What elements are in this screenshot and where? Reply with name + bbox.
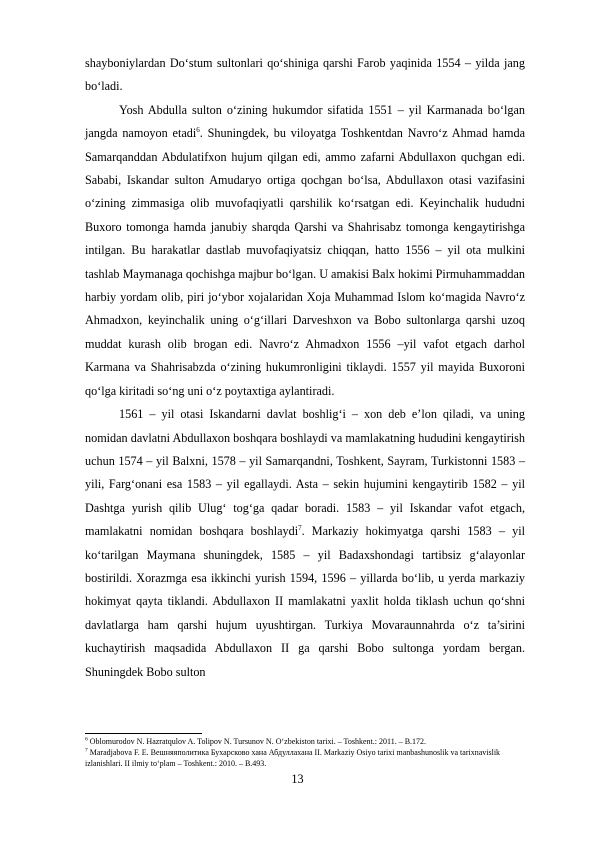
paragraph-3-text-start: 1561 – yil otasi Iskandarni davlat boshlig‘i – xon deb e’lon qiladi, va uning nomidan davlatni Abdullaxon boshqara boshlaydi va mamlakatning hududini kengaytirish uchun 1574 – yil Balxni, 1578 – yil Samarqandni, Toshkent, Sayram, Turkistonni 1583 – yili, Farg‘onani esa 1583 – yil egallaydi. Asta – sekin hujumini kengaytirib 1582 – yil Dashtga yurish qilib Ulug‘ tog‘ga qadar boradi. 1583 – yil Iskandar vafot etgach, mamlakatni nomidan boshqara boshlaydi: [85, 407, 525, 539]
paragraph-3: [85, 403, 525, 684]
footnote-6-number: 6: [85, 736, 88, 743]
footnote-divider: [85, 733, 202, 734]
footnote-6-text: Oblomurodov N. Hazratqulov A. Tolipov N. Tursunov N. O‘zbekiston tarixi. – Toshkent.: 2011. – B.172.: [89, 737, 427, 746]
page-body: [85, 52, 525, 684]
paragraph-2-text-start: Yosh Abdulla sulton o‘zining hukumdor sifatida 1551 – yil Karmanada bo‘lgan jangda namoyon etadi: [85, 102, 525, 141]
footnote-7: [85, 747, 525, 769]
footnote-6: [85, 736, 525, 747]
footnote-7-number: 7: [85, 747, 88, 754]
paragraph-1: [85, 52, 525, 99]
footnote-7-text: Maradjabova F. E. Вешняяполитика Бухарсково хана Абдуллахана II. Markaziy Osiyo tarixi manbashunoslik va tarixnavislik izlanishlari. II ilmiy to‘plam – Toshkent.: 2010. – B.493.: [85, 748, 501, 768]
paragraph-1-text: shayboniylardan Do‘stum sultonlari qo‘shiniga qarshi Farob yaqinida 1554 – yilda jang bo‘ladi.: [85, 56, 525, 94]
footnotes: [85, 736, 525, 769]
page-number: 13: [291, 772, 304, 786]
paragraph-2-text-end: . Shuningdek, bu viloyatga Toshkentdan Navro‘z Ahmad hamda Samarqanddan Abdulatifxon hujum qilgan edi, ammo zafarni Abdullaxon quchgan edi. Sababi, Iskandar sulton Amudaryo ortiga qochgan bo‘lsa, Abdullaxon otasi vazifasini o‘zining zimmasiga olib muvofaqiyatli qarshilik ko‘rsatgan edi. Keyinchalik hududni Buxoro tomonga hamda janubiy sharqda Qarshi va Shahrisabz tomonga kengaytirishga intilgan. Bu harakatlar dastlab muvofaqiyatsiz chiqqan, hatto 1556 – yil ota mulkini tashlab Maymanaga qochishga majbur bo‘lgan. U amakisi Balx hokimi Pirmuhammaddan harbiy yordam olib, piri jo‘ybor xojalaridan Xoja Muhammad Islom ko‘magida Navro‘z Ahmadxon, keyinchalik uning o‘g‘illari Darveshxon va Bobo sultonlarga qarshi uzoq muddat kurash olib brogan edi. Navro‘z Ahmadxon 1556 –yil vafot etgach darhol Karmana va Shahrisabzda o‘zining hukumronligini tiklaydi. 1557 yil mayida Buxoroni qo‘lga kiritadi so‘ng uni o‘z poytaxtiga aylantiradi.: [85, 126, 526, 398]
paragraph-3-text-end: . Markaziy hokimyatga qarshi 1583 – yil ko‘tarilgan Maymana shuningdek, 1585 – yil Badaxshondagi tartibsiz g‘alayonlar bostirildi. Xorazmga esa ikkinchi yurish 1594, 1596 – yillarda bo‘lib, u yerda markaziy hokimyat qayta tiklandi. Abdullaxon II mamlakatni yaxlit holda tiklash uchun qo‘shni davlatlarga ham qarshi hujum uyushtirgan. Turkiya Movaraunnahrda o‘z ta’sirini kuchaytirish maqsadida Abdullaxon II ga qarshi Bobo sultonga yordam bergan. Shuningdek Bobo sulton: [85, 524, 525, 679]
footnote-ref-6[interactable]: 6: [196, 126, 200, 135]
paragraph-2: [85, 99, 525, 403]
footnote-ref-7[interactable]: 7: [298, 524, 302, 533]
